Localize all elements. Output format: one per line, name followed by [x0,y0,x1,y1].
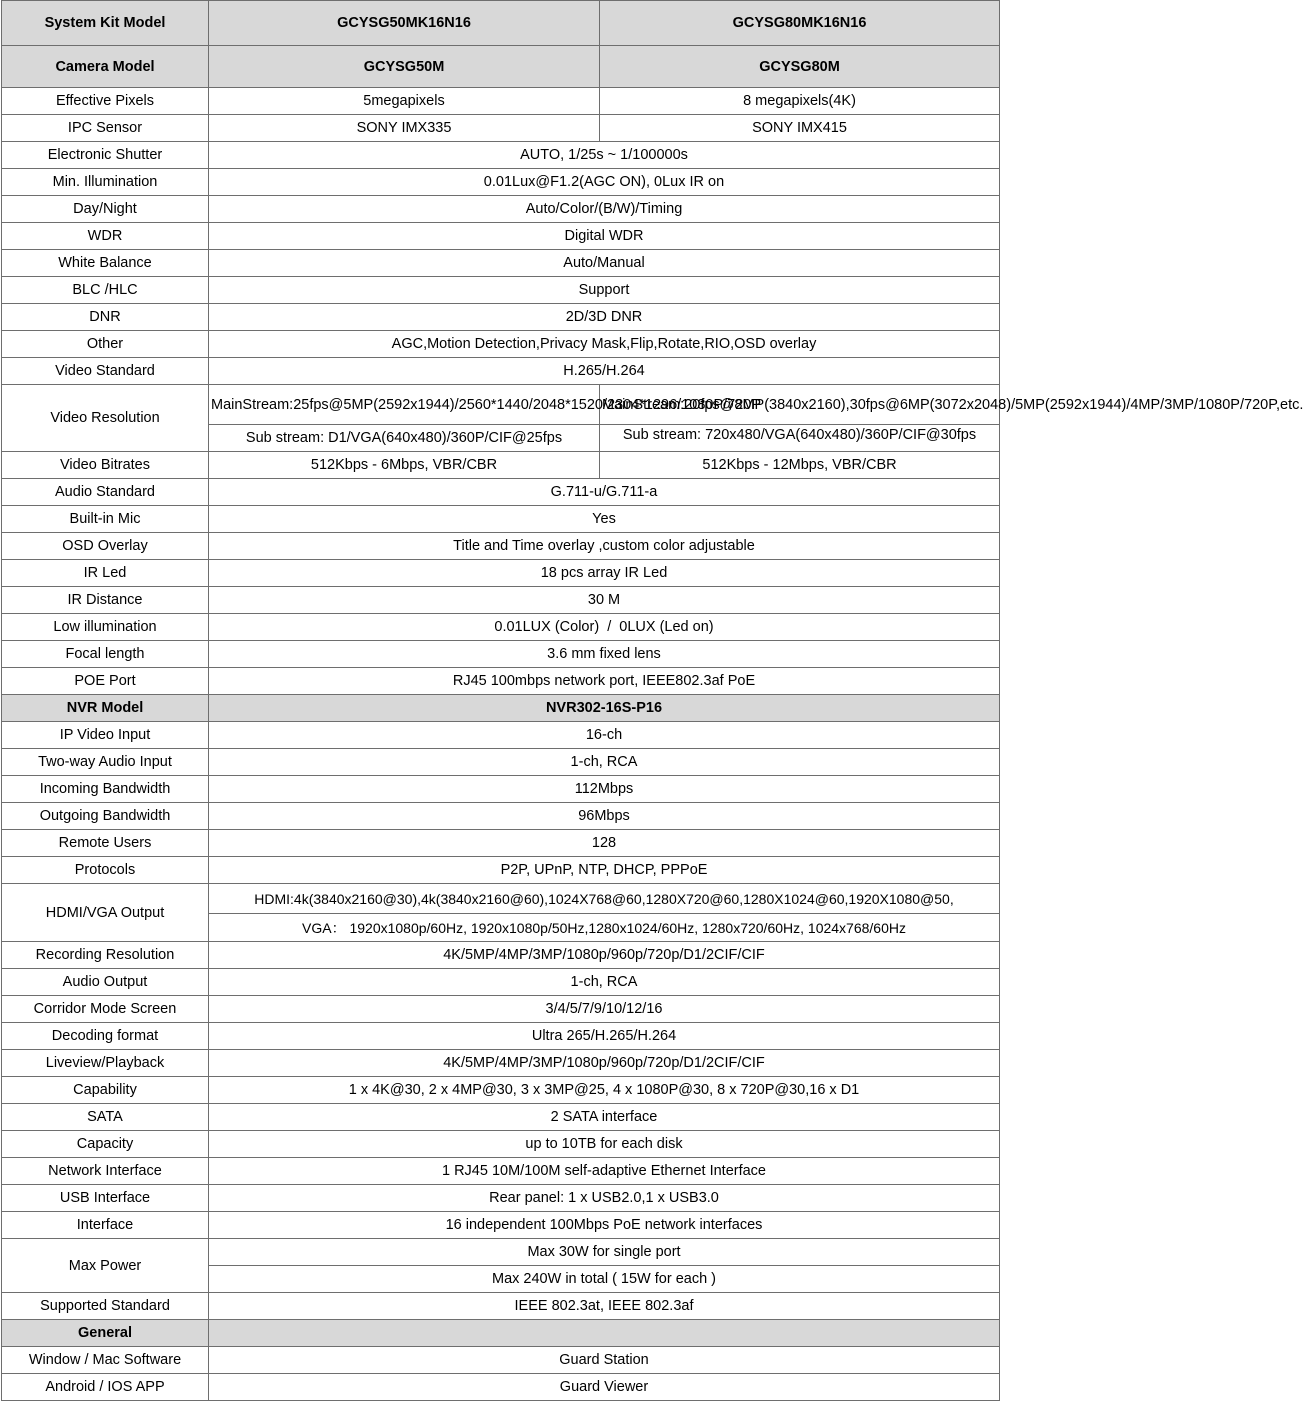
row-label: Video Standard [2,358,209,385]
row-label: USB Interface [2,1185,209,1212]
sub-stream-a: Sub stream: D1/VGA(640x480)/360P/CIF@25fps [209,425,600,452]
spec-row [2,942,1000,969]
sub-stream-b-cell [600,425,1000,452]
row-label: Min. Illumination [2,169,209,196]
row-label: Liveview/Playback [2,1050,209,1077]
row-label: Electronic Shutter [2,142,209,169]
row-value: 16 independent 100Mbps PoE network interfaces [209,1212,1000,1239]
spec-row [2,358,1000,385]
kit-model-row [2,1,1000,46]
row-label: White Balance [2,250,209,277]
row-value: Rear panel: 1 x USB2.0,1 x USB3.0 [209,1185,1000,1212]
row-label: Recording Resolution [2,942,209,969]
row-value: 4K/5MP/4MP/3MP/1080p/960p/720p/D1/2CIF/CIF [209,942,1000,969]
video-resolution-row [2,385,1000,425]
row-label: IR Distance [2,587,209,614]
row-value: Auto/Manual [209,250,1000,277]
row-value: Digital WDR [209,223,1000,250]
row-label: Outgoing Bandwidth [2,803,209,830]
general-value [209,1320,1000,1347]
spec-row [2,1050,1000,1077]
row-value-a: 512Kbps - 6Mbps, VBR/CBR [209,452,600,479]
spec-row [2,223,1000,250]
row-value: P2P, UPnP, NTP, DHCP, PPPoE [209,857,1000,884]
row-label: Effective Pixels [2,88,209,115]
row-value: 3/4/5/7/9/10/12/16 [209,996,1000,1023]
row-value: 1 x 4K@30, 2 x 4MP@30, 3 x 3MP@25, 4 x 1080P@30, 8 x 720P@30,16 x D1 [209,1077,1000,1104]
row-label: Incoming Bandwidth [2,776,209,803]
spec-row [2,996,1000,1023]
row-value: Auto/Color/(B/W)/Timing [209,196,1000,223]
main-stream-b: MainStream:20fps@8MP(3840x2160),30fps@6MP(3072x2048)/5MP(2592x1944)/4MP/3MP/1080P/720P,etc. [600,385,1000,425]
row-value-b: 512Kbps - 12Mbps, VBR/CBR [600,452,1000,479]
spec-row [2,969,1000,996]
spec-row [2,506,1000,533]
row-value-a: 5megapixels [209,88,600,115]
row-label: Two-way Audio Input [2,749,209,776]
max-power-line1: Max 30W for single port [209,1239,1000,1266]
row-label: Audio Standard [2,479,209,506]
spec-row [2,1347,1000,1374]
row-label: Capability [2,1077,209,1104]
spec-row [2,1185,1000,1212]
row-label: IR Led [2,560,209,587]
row-value: 18 pcs array IR Led [209,560,1000,587]
spec-row [2,560,1000,587]
row-label: Capacity [2,1131,209,1158]
row-label: OSD Overlay [2,533,209,560]
spec-row [2,722,1000,749]
row-value: 3.6 mm fixed lens [209,641,1000,668]
row-value: up to 10TB for each disk [209,1131,1000,1158]
row-value: Title and Time overlay ,custom color adjustable [209,533,1000,560]
spec-row [2,857,1000,884]
row-value: Ultra 265/H.265/H.264 [209,1023,1000,1050]
camera-model-label: Camera Model [2,46,209,88]
row-label: Other [2,331,209,358]
camera-model-row [2,46,1000,88]
row-label: WDR [2,223,209,250]
row-value: Support [209,277,1000,304]
spec-row [2,1023,1000,1050]
row-label: HDMI/VGA Output [2,884,209,942]
spec-row [2,452,1000,479]
spec-row [2,1158,1000,1185]
row-value: H.265/H.264 [209,358,1000,385]
row-label: Interface [2,1212,209,1239]
row-label: POE Port [2,668,209,695]
row-label: Network Interface [2,1158,209,1185]
row-value: 0.01LUX (Color) / 0LUX (Led on) [209,614,1000,641]
row-label: Video Bitrates [2,452,209,479]
max-power-line2: Max 240W in total ( 15W for each ) [209,1266,1000,1293]
row-value: Guard Viewer [209,1374,1000,1401]
row-label: Audio Output [2,969,209,996]
row-value: 1-ch, RCA [209,969,1000,996]
spec-row [2,668,1000,695]
row-label: Built-in Mic [2,506,209,533]
row-label: IPC Sensor [2,115,209,142]
sub-stream-b: Sub stream: 720x480/VGA(640x480)/360P/CIF@30fps [622,426,977,443]
row-label: BLC /HLC [2,277,209,304]
row-value: 96Mbps [209,803,1000,830]
nvr-model-label: NVR Model [2,695,209,722]
camera-model-b: GCYSG80M [600,46,1000,88]
spec-row [2,803,1000,830]
hdmi-value: HDMI:4k(3840x2160@30),4k(3840x2160@60),1024X768@60,1280X720@60,1280X1024@60,1920X1080@50, [209,884,1000,914]
row-label: Day/Night [2,196,209,223]
row-label: Window / Mac Software [2,1347,209,1374]
spec-row [2,1293,1000,1320]
spec-row [2,533,1000,560]
row-label: Remote Users [2,830,209,857]
row-label: Android / IOS APP [2,1374,209,1401]
general-label: General [2,1320,209,1347]
row-value: AGC,Motion Detection,Privacy Mask,Flip,Rotate,RIO,OSD overlay [209,331,1000,358]
row-label: Low illumination [2,614,209,641]
spec-row [2,587,1000,614]
row-value: Yes [209,506,1000,533]
nvr-model-value: NVR302-16S-P16 [209,695,1000,722]
row-label: Corridor Mode Screen [2,996,209,1023]
row-value: 112Mbps [209,776,1000,803]
spec-row [2,1104,1000,1131]
spec-row [2,776,1000,803]
row-value: 0.01Lux@F1.2(AGC ON), 0Lux IR on [209,169,1000,196]
row-value: 4K/5MP/4MP/3MP/1080p/960p/720p/D1/2CIF/CIF [209,1050,1000,1077]
row-label: Video Resolution [2,385,209,452]
row-value: 2D/3D DNR [209,304,1000,331]
spec-row [2,1077,1000,1104]
spec-row [2,250,1000,277]
row-value: Guard Station [209,1347,1000,1374]
spec-row [2,115,1000,142]
row-label: DNR [2,304,209,331]
spec-row [2,196,1000,223]
row-value: AUTO, 1/25s ~ 1/100000s [209,142,1000,169]
row-value: 16-ch [209,722,1000,749]
camera-model-a: GCYSG50M [209,46,600,88]
row-value: 128 [209,830,1000,857]
row-label: Max Power [2,1239,209,1293]
row-value-a: SONY IMX335 [209,115,600,142]
row-value: 2 SATA interface [209,1104,1000,1131]
spec-row [2,1131,1000,1158]
spec-row [2,277,1000,304]
row-label: SATA [2,1104,209,1131]
row-value-b: SONY IMX415 [600,115,1000,142]
max-power-row [2,1239,1000,1266]
spec-row [2,641,1000,668]
row-value: 1-ch, RCA [209,749,1000,776]
vga-value: VGA： 1920x1080p/60Hz, 1920x1080p/50Hz,1280x1024/60Hz, 1280x720/60Hz, 1024x768/60Hz [209,914,1000,942]
nvr-model-row [2,695,1000,722]
kit-model-a: GCYSG50MK16N16 [209,1,600,46]
hdmi-output-row [2,884,1000,914]
row-value-b: 8 megapixels(4K) [600,88,1000,115]
spec-row [2,749,1000,776]
row-value: IEEE 802.3at, IEEE 802.3af [209,1293,1000,1320]
spec-row [2,88,1000,115]
spec-row [2,479,1000,506]
row-value: 1 RJ45 10M/100M self-adaptive Ethernet Interface [209,1158,1000,1185]
spec-table [1,0,1303,1401]
row-label: Supported Standard [2,1293,209,1320]
spec-row [2,614,1000,641]
row-label: Decoding format [2,1023,209,1050]
row-value: G.711-u/G.711-a [209,479,1000,506]
general-row [2,1320,1000,1347]
kit-model-label: System Kit Model [2,1,209,46]
spec-row [2,1212,1000,1239]
spec-row [2,304,1000,331]
spec-row [2,169,1000,196]
spec-row [2,1374,1000,1401]
row-label: Focal length [2,641,209,668]
spec-row [2,830,1000,857]
row-label: Protocols [2,857,209,884]
spec-row [2,331,1000,358]
spec-row [2,142,1000,169]
row-label: IP Video Input [2,722,209,749]
kit-model-b: GCYSG80MK16N16 [600,1,1000,46]
main-stream-a: MainStream:25fps@5MP(2592x1944)/2560*1440/2048*1520/2304*1296/1080P/720P [209,385,600,425]
row-value: 30 M [209,587,1000,614]
row-value: RJ45 100mbps network port, IEEE802.3af PoE [209,668,1000,695]
